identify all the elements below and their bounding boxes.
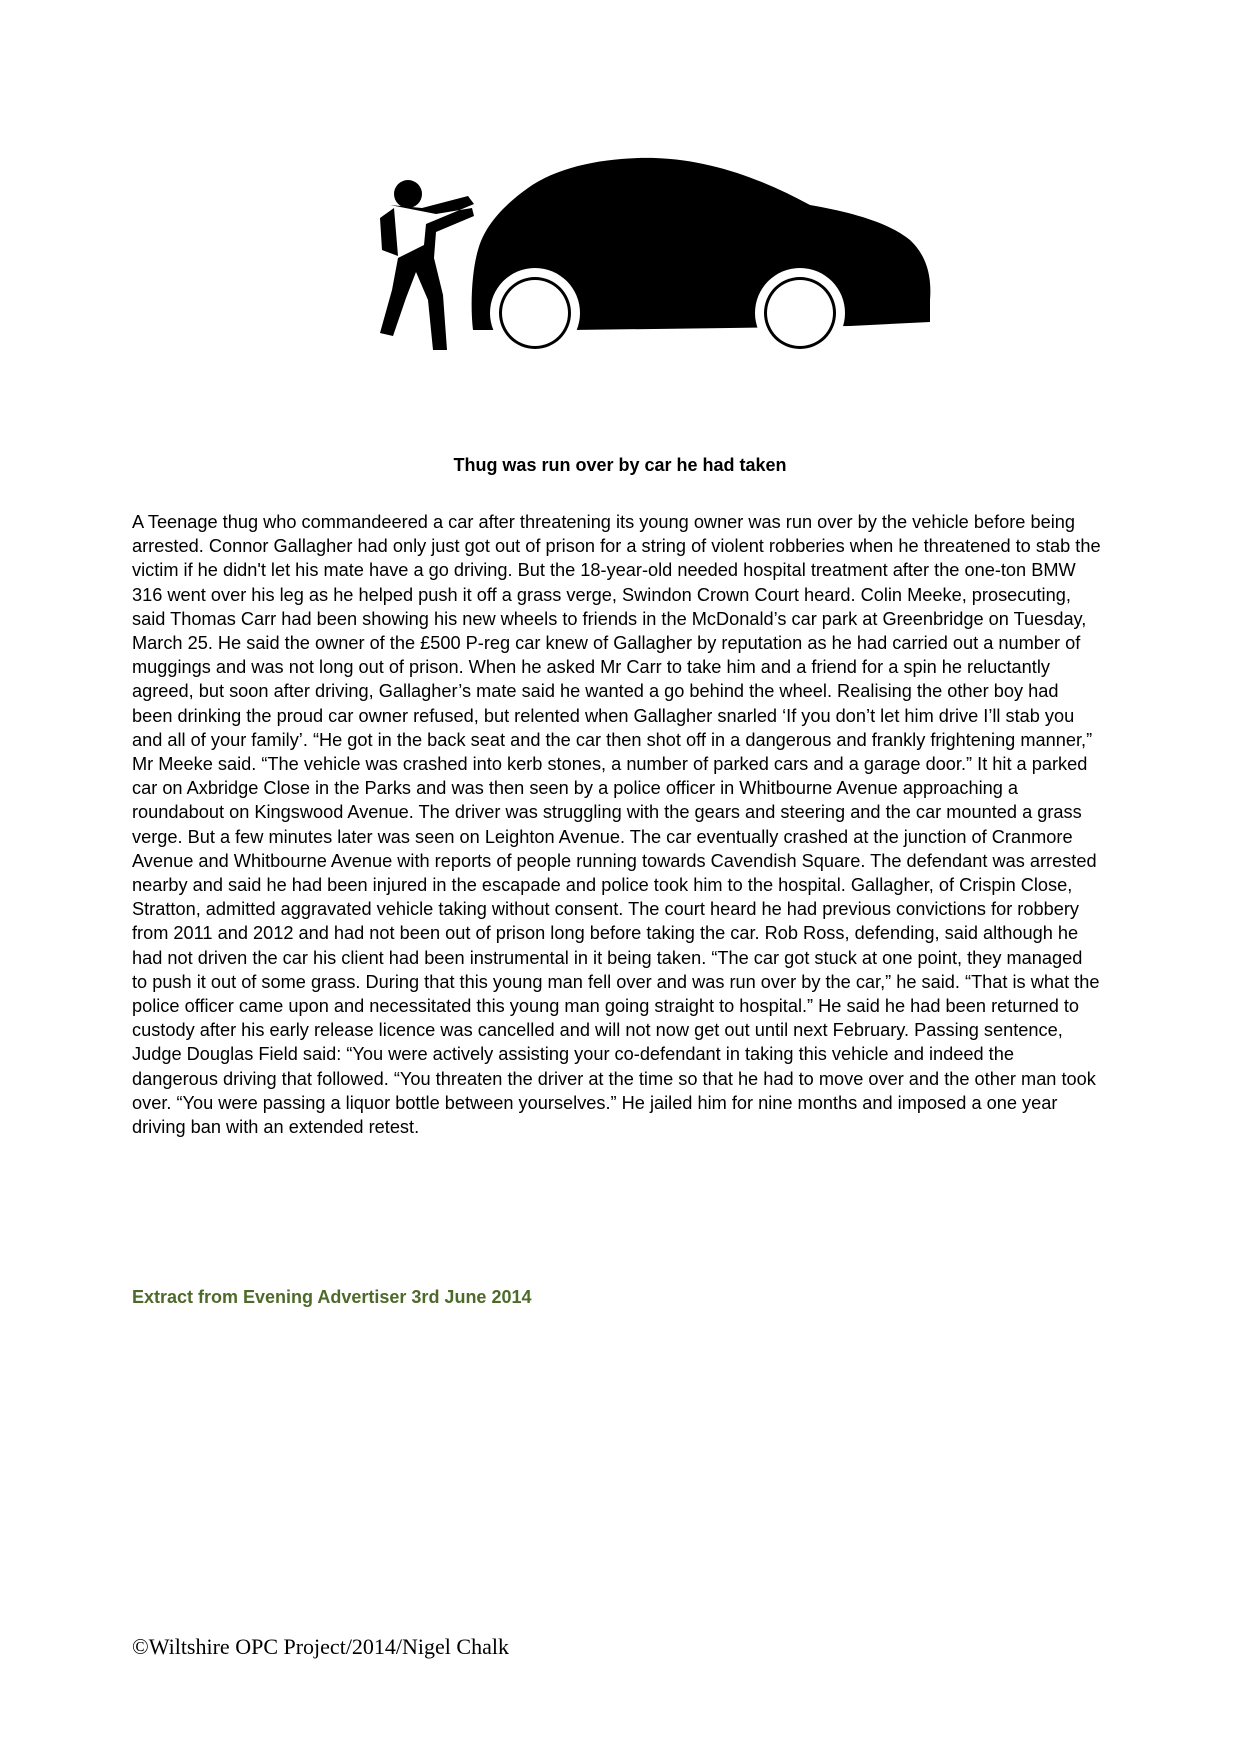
copyright-footer: ©Wiltshire OPC Project/2014/Nigel Chalk [132, 1634, 509, 1659]
person-pushing-car-icon [290, 150, 940, 350]
illustration [290, 150, 940, 350]
source-note: Extract from Evening Advertiser 3rd June 2014 [132, 1287, 532, 1307]
article-headline: Thug was run over by car he had taken [453, 455, 787, 475]
article-body: A Teenage thug who commandeered a car after threatening its young owner was run over by the vehicle before being arrested. Connor Gallagher had only just got out of prison for a string of violent robberies when he threatened to stab the victim if he didn't let his mate have a go driving. But the 18-year-old needed hospital treatment after the one-ton BMW 316 went over his leg as he helped push it off a grass verge, Swindon Crown Court heard. Colin Meeke, prosecuting, said Thomas Carr had been showing his new wheels to friends in the McDonald’s car park at Greenbridge on Tuesday, March 25. He said the owner of the £500 P-reg car knew of Gallagher by reputation as he had carried out a number of muggings and was not long out of prison. When he asked Mr Carr to take him and a friend for a spin he reluctantly agreed, but soon after driving, Gallagher’s mate said he wanted a go behind the wheel. Realising the other boy had been drinking the proud car owner refused, but relented when Gallagher snarled ‘If you don’t let him drive I’ll stab you and all of your family’. “He got in the back seat and the car then shot off in a dangerous and frankly frightening manner,” Mr Meeke said. “The vehicle was crashed into kerb stones, a number of parked cars and a garage door.” It hit a parked car on Axbridge Close in the Parks and was then seen by a police officer in Whitbourne Avenue approaching a roundabout on Kingswood Avenue. The driver was struggling with the gears and steering and the car mounted a grass verge. But a few minutes later was seen on Leighton Avenue. The car eventually crashed at the junction of Cranmore Avenue and Whitbourne Avenue with reports of people running towards Cavendish Square. The defendant was arrested nearby and said he had been injured in the escapade and police took him to the hospital. Gallagher, of Crispin Close, Stratton, admitted aggravated vehicle taking without consent. The court heard he had previous convictions for robbery from 2011 and 2012 and had not been out of prison long before taking the car. Rob Ross, defending, said although he had not driven the car his client had been instrumental in it being taken. “The car got stuck at one point, they managed to push it out of some grass. During that this young man fell over and was run over by the car,” he said. “That is what the police officer came upon and necessitated this young man going straight to hospital.” He said he had been returned to custody after his early release licence was cancelled and will not now get out until next February. Passing sentence, Judge Douglas Field said: “You were actively assisting your co-defendant in taking this vehicle and indeed the dangerous driving that followed. “You threaten the driver at the time so that he had to move over and the other man took over. “You were passing a liquor bottle between yourselves.” He jailed him for nine months and imposed a one year driving ban with an extended retest. [132, 512, 1101, 1138]
